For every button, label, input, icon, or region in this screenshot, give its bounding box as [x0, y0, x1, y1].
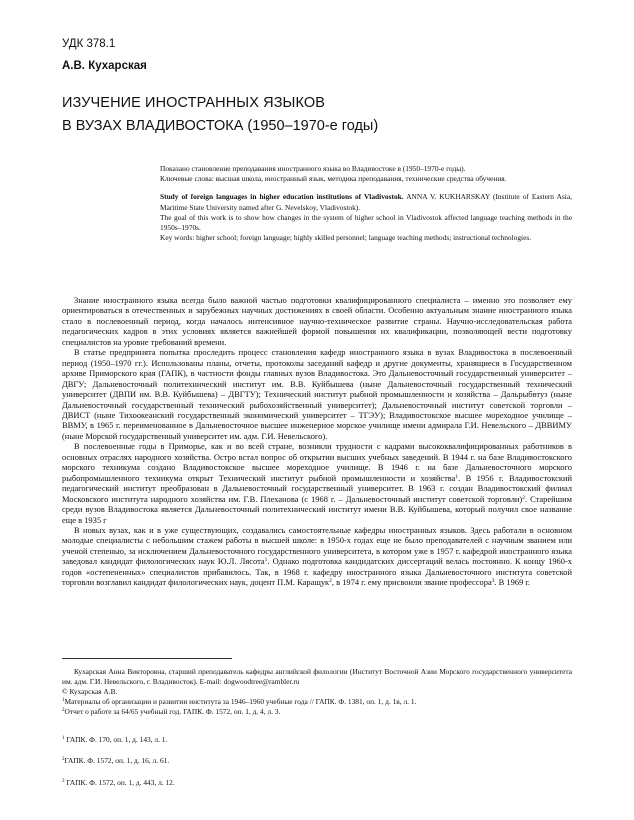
body-paragraph-4: [62, 525, 572, 588]
udk-code: УДК 378.1: [62, 38, 116, 50]
abstract-en-author: ANNA V. KUKHARSKAY (Institute of Eastern Asia, Maritime State University named after G. Nevelskoy, Vladivostok).: [160, 192, 572, 212]
abstract-block: [160, 164, 572, 243]
page-footnote-3: [62, 778, 175, 787]
footnote-ref[interactable]: 3: [491, 578, 495, 585]
footnote-text: ГАПК. Ф. 1572, оп. 1, д. 443, л. 12.: [64, 778, 175, 787]
footnote-mark: 2: [62, 757, 65, 762]
page-footnote-1: [62, 735, 167, 744]
body-text: . Старейшим среди вузов Владивостока является Дальневосточный политехнический институт имени В.В. Куйбышева, который получил свое название еще в 1935 г: [62, 493, 572, 525]
body-text: . В 1969 г.: [494, 577, 531, 588]
footnote-text: Отчет о работе за 64/65 учебный год. ГАПК. Ф. 1572, оп. 1, д. 4, л. 3.: [64, 707, 281, 716]
abstract-ru-keywords: Ключевые слова: высшая школа, иностранный язык, методика преподавания, технические средства обучения.: [160, 174, 507, 184]
footnote-text: ГАПК. Ф. 1572, оп. 1, д. 16, л. 61.: [64, 756, 170, 765]
abstract-en-heading: [160, 192, 572, 212]
footnote-mark: 1: [62, 736, 65, 741]
footnote-2: [62, 707, 572, 717]
footnote-mark: 2: [62, 708, 65, 713]
article-body: [62, 295, 572, 588]
title-line-1: ИЗУЧЕНИЕ ИНОСТРАННЫХ ЯЗЫКОВ: [62, 95, 326, 111]
footnote-text: Материалы об организации и развитии института за 1946–1960 учебные года // ГАПК. Ф. 1381, оп. 1, д. 1в, л. 1.: [64, 697, 417, 706]
footnote-ref[interactable]: 1: [264, 557, 268, 564]
footnote-ref[interactable]: 1: [455, 473, 459, 480]
footnote-text: ГАПК. Ф. 170, оп. 1, д. 143, л. 1.: [64, 735, 168, 744]
abstract-en-keywords: Key words: higher school; foreign language; highly skilled personnel; language teaching methods; instructional technologies.: [160, 233, 532, 243]
footnote-1: [62, 697, 572, 707]
title-line-2: В ВУЗАХ ВЛАДИВОСТОКА (1950–1970-е годы): [62, 118, 379, 134]
page-footnote-2: [62, 756, 169, 765]
abstract-en-title: Study of foreign languages in higher education institutions of Vladivostok.: [160, 192, 404, 202]
body-text: , в 1974 г. ему присвоили звание профессора: [331, 577, 492, 588]
abstract-ru-summary: Показано становление преподавания иностранного языка во Владивостоке в (1950–1970-е годы).: [160, 164, 466, 173]
footnote-ref[interactable]: 2: [329, 578, 332, 585]
body-paragraph-3: [62, 441, 572, 525]
author-name: А.В. Кухарская: [62, 60, 147, 72]
body-paragraph-1: Знание иностранного языка всегда было важной частью подготовки квалифицированного специалиста – именно это позволяет ему ориентироваться в отечественных и зарубежных научных достижениях в своей области. Особенно актуальным знание иностранного языка стало в послевоенный период, когда началось интенсивное научно-техническое развитие страны. Научно-исследовательская работа педагогических кадров в этих условиях является важнейшей формой повышения их квалификации, позволяющей вести подготовку специалистов на уровне требований времени.: [62, 295, 572, 347]
footnote-mark: 1: [62, 698, 65, 703]
footnote-block: [62, 667, 572, 717]
footnote-ref[interactable]: 2: [522, 494, 525, 501]
body-text: В новых вузах, как и в уже существующих, создавались самостоятельные кафедры иностранных языков. Здесь работали в основном молодые специалисты с небольшим стажем работы в высшей школе: в 1950-х годах еще не было преподавателей с научным званием или ученой степенью, за исключением Дальневосточного государственного университета, в котором уже в 1957 г. кафедрой иностранного языка заведовал кандидат филологических наук Ю.Л. Лясота: [62, 524, 572, 567]
body-text: . В 1956 г. Владивостокский педагогический институт преобразован в Дальневосточный государственный университет. В 1963 г. создан Владивостокский филиал Московского института народного хозяйства им. Г.В. Плеханова (с 1968 г. – Дальневосточный институт советской торговли): [62, 472, 572, 504]
footnote-divider: [62, 658, 232, 659]
abstract-en-summary: The goal of this work is to show how changes in the system of higher school in Vladivostok affected language teaching methods in the 1950s–1970s.: [160, 212, 572, 233]
copyright: © Кухарская А.В.: [62, 687, 118, 696]
body-paragraph-2: В статье предпринята попытка проследить процесс становления кафедр иностранного языка в вузах Владивостока в послевоенный период (1950–1970 гг.). Использованы планы, отчеты, протоколы заседаний кафедр и другие документы, хранящиеся в Государственном архиве Приморского края (ГАПК), в частности фонды главных вузов Владивостока. Это Дальневосточный государственный университет – ДВГУ; Дальневосточный политехнический институт им. В.В. Куйбышева (ныне Дальневосточный государственный технический университет (ДВПИ им. В.В. Куйбышева) – ДВГТУ); Технический институт рыбной промышленности и хозяйства – Дальрыбвтуз (ныне Дальневосточный государственный технический рыбохозяйственный университет); Дальневосточный институт советской торговли – ДВИСТ (ныне Тихоокеанский государственный экономический университет – ТГЭУ); Владивостокское высшее мореходное училище – ВВМУ, в 1965 г. переименованное в Дальневосточное высшее инженерное морское училище имени адмирала Г.И. Невельского – ДВВИМУ (ныне Морской государственный университет им. адм. Г.И. Невельского).: [62, 347, 572, 441]
author-info: Кухарская Анна Викторовна, старший преподаватель кафедры английской филологии (Институт Восточной Азии Морского государственного университета им. адм. Г.И. Невельского, г. Владивосток). E-mail: dogwoodtree@rambler.ru: [62, 667, 572, 686]
body-text: В послевоенные годы в Приморье, как и во всей стране, возникли трудности с кадрами высококвалифицированных работников в основных отраслях народного хозяйства. Остро встал вопрос об открытии высших учебных заведений. В 1944 г. на базе Владивостокского морского техникума создано Владивостокское высшее мореходное училище. В 1946 г. на базе Дальневосточного морского рыбопромышленного техникума открыт Технический институт рыбной промышленности и хозяйства: [62, 441, 572, 483]
footnote-mark: 3: [62, 779, 65, 784]
body-text: . Однако подготовка кандидатских диссертаций велась постоянно. К концу 1960-х годов «остепененных» специалистов прибавилось. Так, в 1968 г. кафедру иностранного языка Дальневосточного института советской торговли возглавил кандидат филологических наук, доцент П.М. Каращук: [62, 556, 573, 588]
